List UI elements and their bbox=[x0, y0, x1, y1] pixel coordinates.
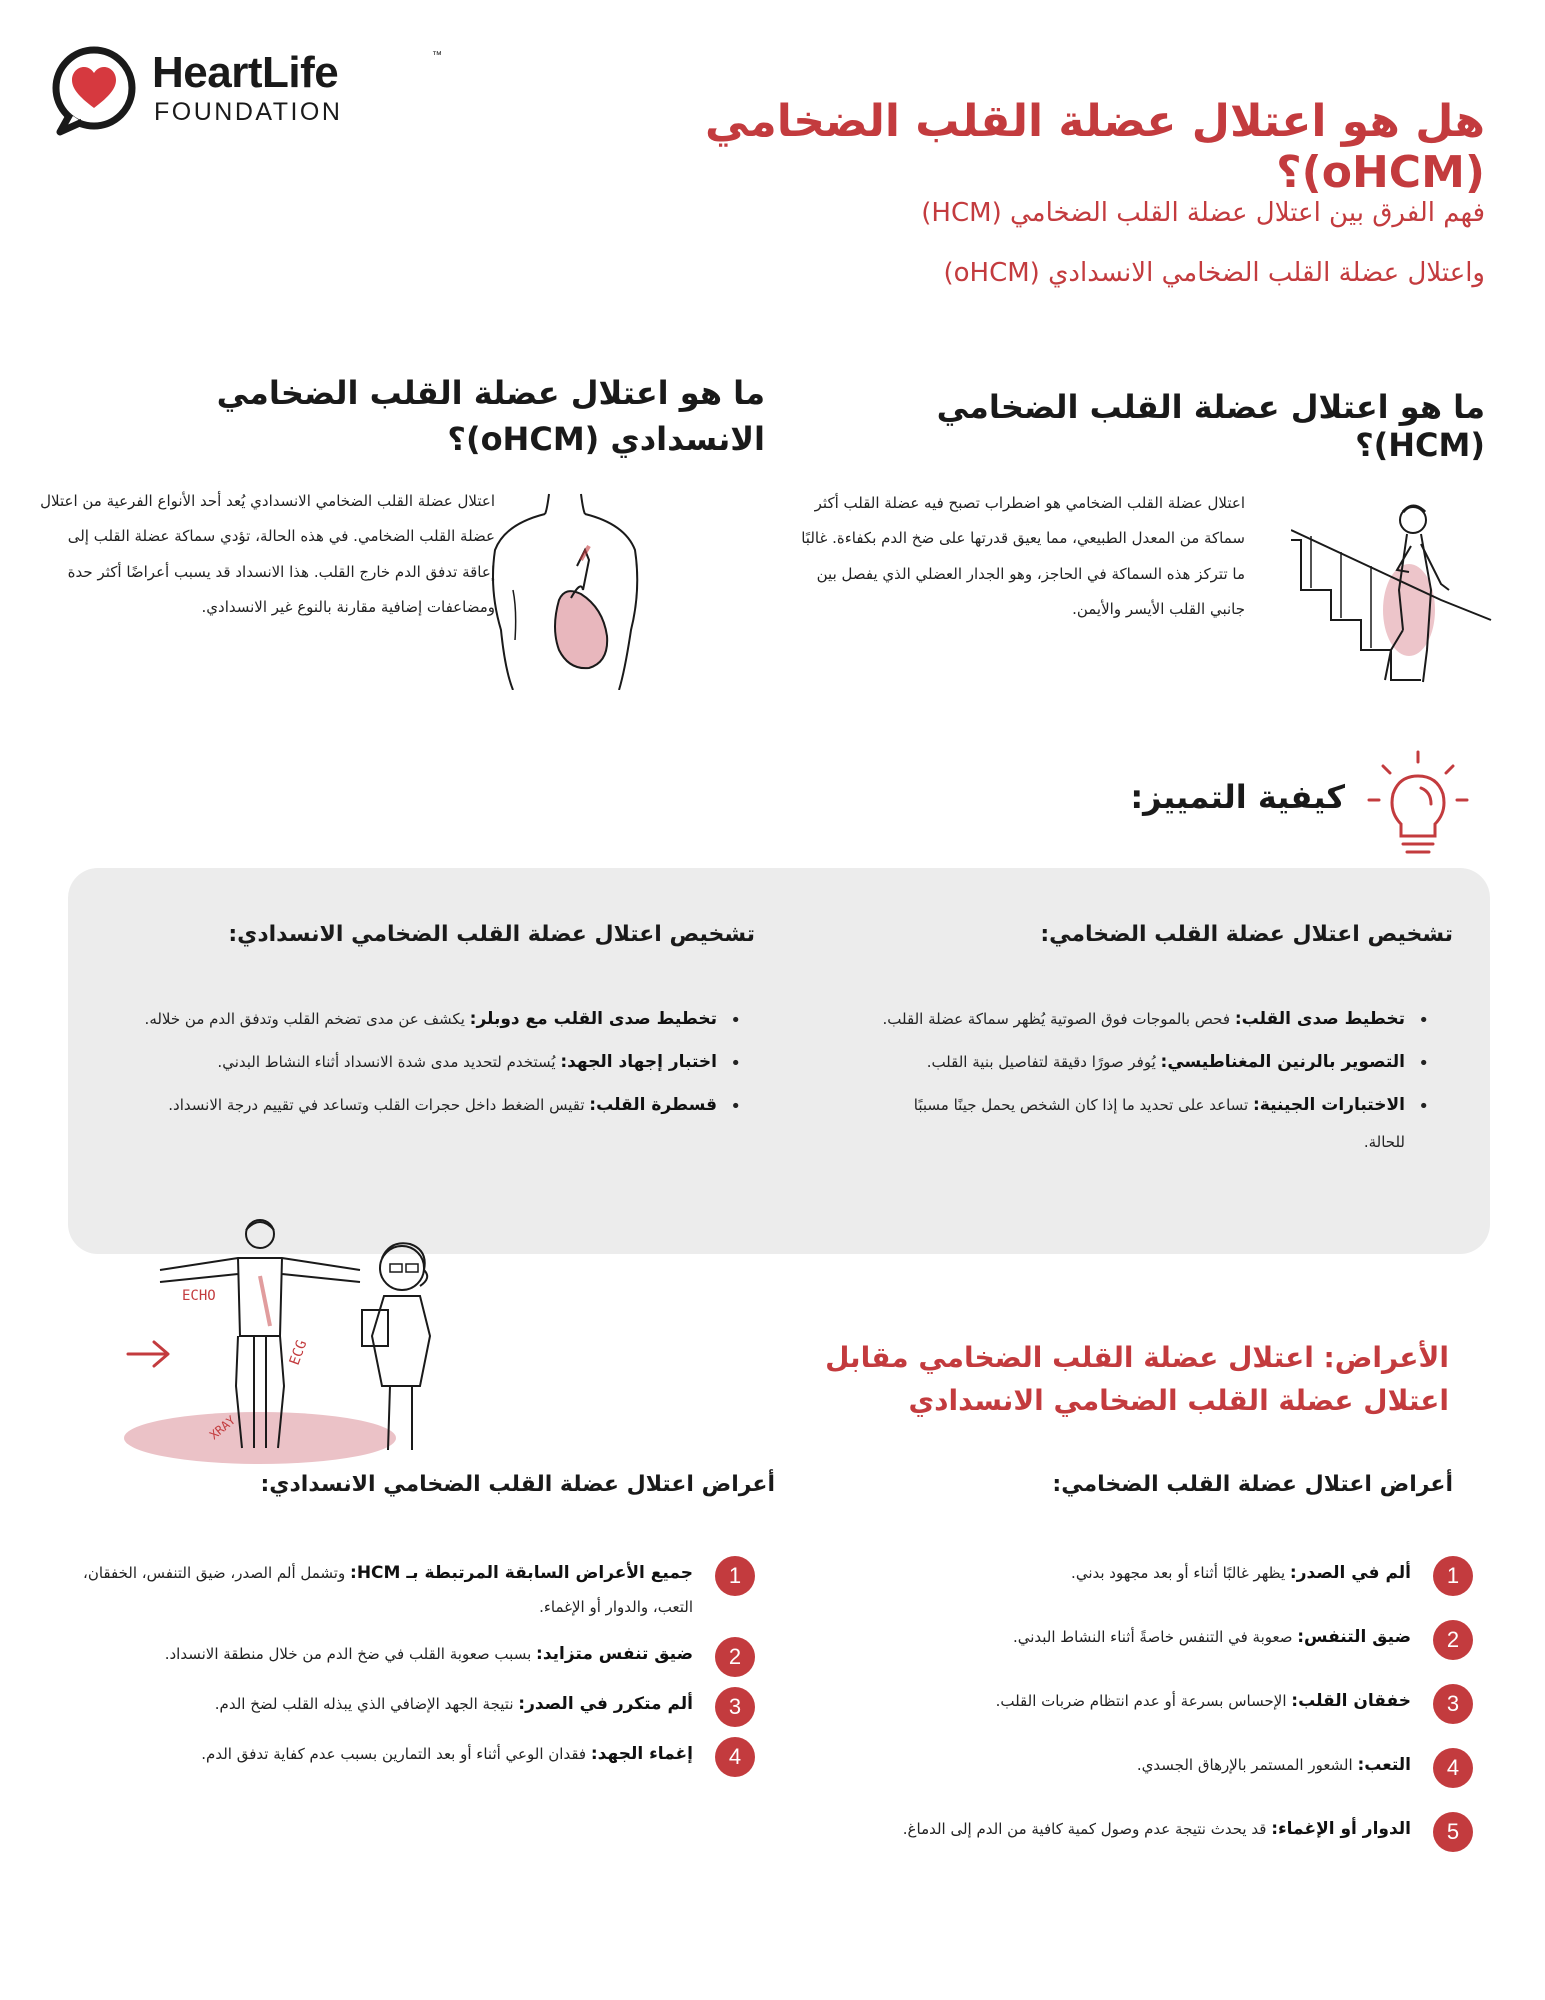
page-title: هل هو اعتلال عضلة القلب الضخامي (oHCM)؟ bbox=[705, 96, 1485, 198]
ohcm-symptoms-heading: أعراض اعتلال عضلة القلب الضخامي الانسدادي: bbox=[260, 1472, 775, 1497]
logo-trademark: ™ bbox=[432, 50, 442, 61]
number-badge: 4 bbox=[715, 1737, 755, 1777]
logo-subtitle: FOUNDATION bbox=[154, 98, 343, 126]
list-item: 4 التعب: الشعور المستمر بالإرهاق الجسدي. bbox=[793, 1748, 1473, 1812]
medical-exam-illustration bbox=[120, 1216, 450, 1466]
list-item: • قسطرة القلب: تقيس الضغط داخل حجرات القلب وتساعد في تقييم درجة الانسداد. bbox=[85, 1086, 745, 1125]
list-item: 3 خفقان القلب: الإحساس بسرعة أو عدم انتظام ضربات القلب. bbox=[793, 1684, 1473, 1748]
number-badge: 1 bbox=[1433, 1556, 1473, 1596]
xray-label: XRAY bbox=[206, 1412, 239, 1443]
list-item: 1 ألم في الصدر: يظهر غالبًا أثناء أو بعد مجهود بدني. bbox=[793, 1556, 1473, 1620]
subtitle-line-2: واعتلال عضلة القلب الضخامي الانسدادي (oHCM) bbox=[943, 258, 1485, 288]
ohcm-diagnosis-heading: تشخيص اعتلال عضلة القلب الضخامي الانسدادي: bbox=[228, 922, 755, 947]
number-badge: 1 bbox=[715, 1556, 755, 1596]
ohcm-diagnosis-list bbox=[85, 1000, 745, 1129]
list-item: 2 ضيق تنفس متزايد: بسبب صعوبة القلب في ضخ الدم من خلال منطقة الانسداد. bbox=[75, 1637, 755, 1673]
symptoms-title-line-1: الأعراض: اعتلال عضلة القلب الضخامي مقابل bbox=[825, 1341, 1449, 1374]
light-bulb-icon bbox=[1363, 748, 1473, 858]
list-item: 5 الدوار أو الإغماء: قد يحدث نتيجة عدم وصول كمية كافية من الدم إلى الدماغ. bbox=[793, 1812, 1473, 1876]
hcm-symptoms-list bbox=[793, 1556, 1473, 1876]
logo-name: HeartLife bbox=[152, 48, 339, 97]
number-badge: 3 bbox=[715, 1687, 755, 1727]
hcm-symptoms-heading: أعراض اعتلال عضلة القلب الضخامي: bbox=[1052, 1472, 1453, 1497]
how-to-distinguish-heading: كيفية التمييز: bbox=[1130, 778, 1345, 816]
list-item: 2 ضيق التنفس: صعوبة في التنفس خاصةً أثناء النشاط البدني. bbox=[793, 1620, 1473, 1684]
number-badge: 3 bbox=[1433, 1684, 1473, 1724]
heart-chat-logo-icon bbox=[48, 44, 140, 136]
ohcm-description: اعتلال عضلة القلب الضخامي الانسدادي يُعد أحد الأنواع الفرعية من اعتلال عضلة القلب الضخامي. في هذه الحالة، تؤدي سماكة عضلة القلب إلى إعاقة تدفق الدم خارج القلب. هذا الانسداد قد يسبب أعراضًا أكثر حدة ومضاعفات إضافية مقارنة بالنوع غير الانسدادي. bbox=[40, 492, 495, 616]
echo-label: ECHO bbox=[182, 1288, 216, 1304]
list-item: • اختبار إجهاد الجهد: يُستخدم لتحديد مدى شدة الانسداد أثناء النشاط البدني. bbox=[85, 1043, 745, 1082]
symptoms-title bbox=[769, 1336, 1449, 1423]
list-item: • الاختبارات الجينية: تساعد على تحديد ما إذا كان الشخص يحمل جينًا مسببًا للحالة. bbox=[873, 1086, 1433, 1160]
list-item: • تخطيط صدى القلب مع دوبلر: يكشف عن مدى تضخم القلب وتدفق الدم من خلاله. bbox=[85, 1000, 745, 1039]
subtitle-line-1: فهم الفرق بين اعتلال عضلة القلب الضخامي (HCM) bbox=[921, 198, 1485, 228]
hcm-diagnosis-list bbox=[873, 1000, 1433, 1164]
hcm-heading: ما هو اعتلال عضلة القلب الضخامي (HCM)؟ bbox=[936, 388, 1485, 464]
list-item: 3 ألم متكرر في الصدر: نتيجة الجهد الإضافي الذي يبذله القلب لضخ الدم. bbox=[75, 1687, 755, 1723]
list-item: • التصوير بالرنين المغناطيسي: يُوفر صورًا دقيقة لتفاصيل بنية القلب. bbox=[873, 1043, 1433, 1082]
list-item: • تخطيط صدى القلب: فحص بالموجات فوق الصوتية يُظهر سماكة عضلة القلب. bbox=[873, 1000, 1433, 1039]
number-badge: 2 bbox=[715, 1637, 755, 1677]
ohcm-heading: ما هو اعتلال عضلة القلب الضخامي الانسدادي (oHCM)؟ bbox=[216, 374, 765, 459]
ohcm-symptoms-list bbox=[75, 1556, 755, 1786]
person-on-stairs-illustration bbox=[1291, 500, 1501, 690]
hcm-diagnosis-heading: تشخيص اعتلال عضلة القلب الضخامي: bbox=[1040, 922, 1453, 947]
number-badge: 4 bbox=[1433, 1748, 1473, 1788]
list-item: 4 إغماء الجهد: فقدان الوعي أثناء أو بعد التمارين بسبب عدم كفاية تدفق الدم. bbox=[75, 1737, 755, 1773]
hcm-description: اعتلال عضلة القلب الضخامي هو اضطراب تصبح فيه عضلة القلب أكثر سماكة من المعدل الطبيعي، مما يعيق قدرتها على ضخ الدم بكفاءة. غالبًا ما تتركز هذه السماكة في الحاجز، وهو الجدار العضلي الذي يفصل بين جانبي القلب الأيسر والأيمن. bbox=[801, 494, 1245, 618]
number-badge: 2 bbox=[1433, 1620, 1473, 1660]
heart-torso-illustration bbox=[485, 490, 645, 690]
list-item: 1 جميع الأعراض السابقة المرتبطة بـ HCM: وتشمل ألم الصدر، ضيق التنفس، الخفقان، التعب، والدوار أو الإغماء. bbox=[75, 1556, 755, 1623]
heartlife-logo bbox=[48, 44, 442, 144]
ecg-label: ECG bbox=[286, 1338, 311, 1368]
symptoms-title-line-2: اعتلال عضلة القلب الضخامي الانسدادي bbox=[908, 1384, 1449, 1418]
number-badge: 5 bbox=[1433, 1812, 1473, 1852]
